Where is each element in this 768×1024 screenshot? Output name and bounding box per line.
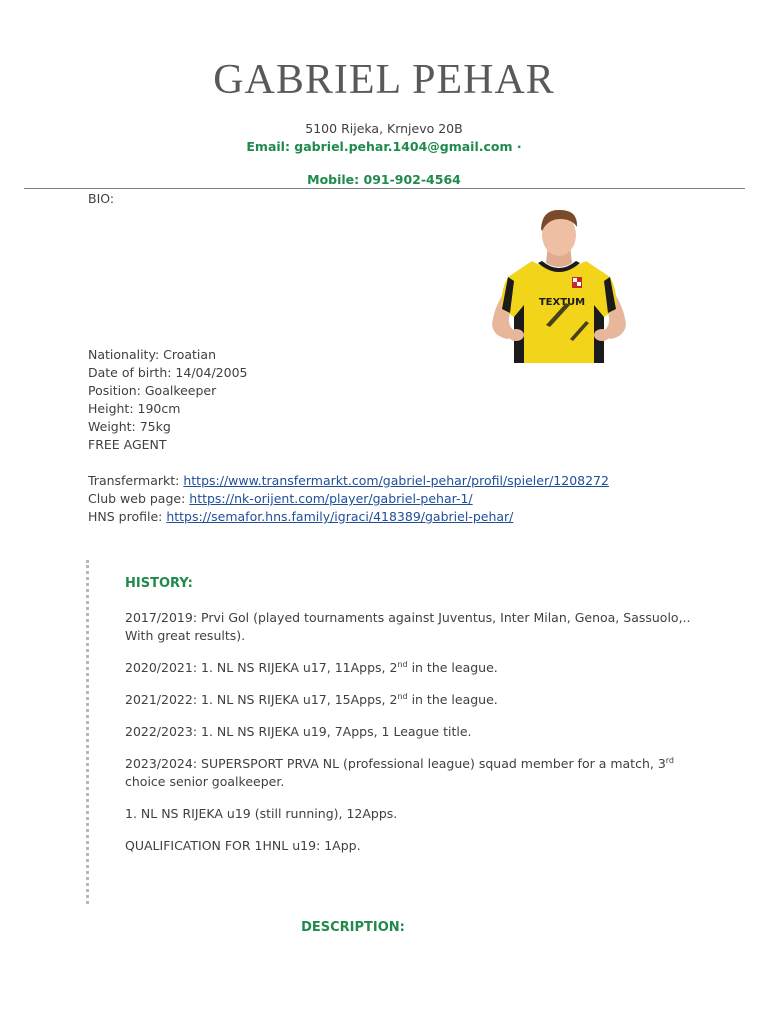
transfermarkt-link[interactable]: https://www.transfermarkt.com/gabriel-pehar/profil/spieler/1208272 [183, 473, 609, 488]
history-section [125, 576, 705, 869]
club-page-row [88, 490, 609, 508]
hns-profile-row [88, 508, 609, 526]
hns-profile-link[interactable]: https://semafor.hns.family/igraci/418389/gabriel-pehar/ [166, 509, 514, 524]
address: 5100 Rijeka, Krnjevo 20B [305, 121, 463, 136]
ordinal-suffix: nd [397, 659, 408, 669]
description-title: DESCRIPTION: [301, 920, 405, 935]
history-item [125, 691, 705, 709]
history-item: 2017/2019: Prvi Gol (played tournaments against Juventus, Inter Milan, Genoa, Sassuolo,.. With great results). [125, 610, 691, 643]
agent-status: FREE AGENT [88, 437, 167, 452]
history-text: in the league. [407, 692, 498, 707]
history-title: HISTORY: [125, 576, 193, 591]
history-text: in the league. [407, 660, 498, 675]
sponsor-text: TEXTUM [538, 297, 586, 308]
history-text: 2020/2021: 1. NL NS RIJEKA u17, 11Apps, 2 [125, 660, 398, 675]
club-page-link[interactable]: https://nk-orijent.com/player/gabriel-pehar-1/ [189, 491, 473, 506]
nationality: Nationality: Croatian [88, 347, 216, 362]
history-item [125, 755, 705, 791]
history-item: QUALIFICATION FOR 1HNL u19: 1App. [125, 838, 361, 853]
ordinal-suffix: rd [665, 755, 675, 765]
history-item [125, 659, 705, 677]
person-name: GABRIEL PEHAR [213, 57, 555, 103]
email: Email: gabriel.pehar.1404@gmail.com · [246, 139, 522, 154]
profile-links [88, 472, 609, 526]
mobile-number: Mobile: 091-902-4564 [307, 172, 461, 187]
history-item: 2022/2023: 1. NL NS RIJEKA u19, 7Apps, 1 League title. [125, 724, 472, 739]
height: Height: 190cm [88, 401, 181, 416]
hns-profile-label: HNS profile: [88, 509, 167, 524]
weight: Weight: 75kg [88, 419, 171, 434]
history-text: 2021/2022: 1. NL NS RIJEKA u17, 15Apps, 2 [125, 692, 398, 707]
date-of-birth: Date of birth: 14/04/2005 [88, 365, 248, 380]
history-text: choice senior goalkeeper. [125, 774, 285, 789]
personal-info [88, 346, 247, 454]
position: Position: Goalkeeper [88, 383, 217, 398]
ordinal-suffix: nd [397, 691, 408, 701]
bio-label: BIO: [88, 191, 115, 206]
history-text: 2023/2024: SUPERSPORT PRVA NL (professional league) squad member for a match, 3 [125, 756, 666, 771]
player-photo [486, 205, 632, 363]
transfermarkt-row [88, 472, 609, 490]
club-page-label: Club web page: [88, 491, 190, 506]
header-divider [24, 188, 745, 189]
history-item: 1. NL NS RIJEKA u19 (still running), 12Apps. [125, 806, 398, 821]
transfermarkt-label: Transfermarkt: [88, 473, 184, 488]
section-divider [86, 560, 92, 904]
